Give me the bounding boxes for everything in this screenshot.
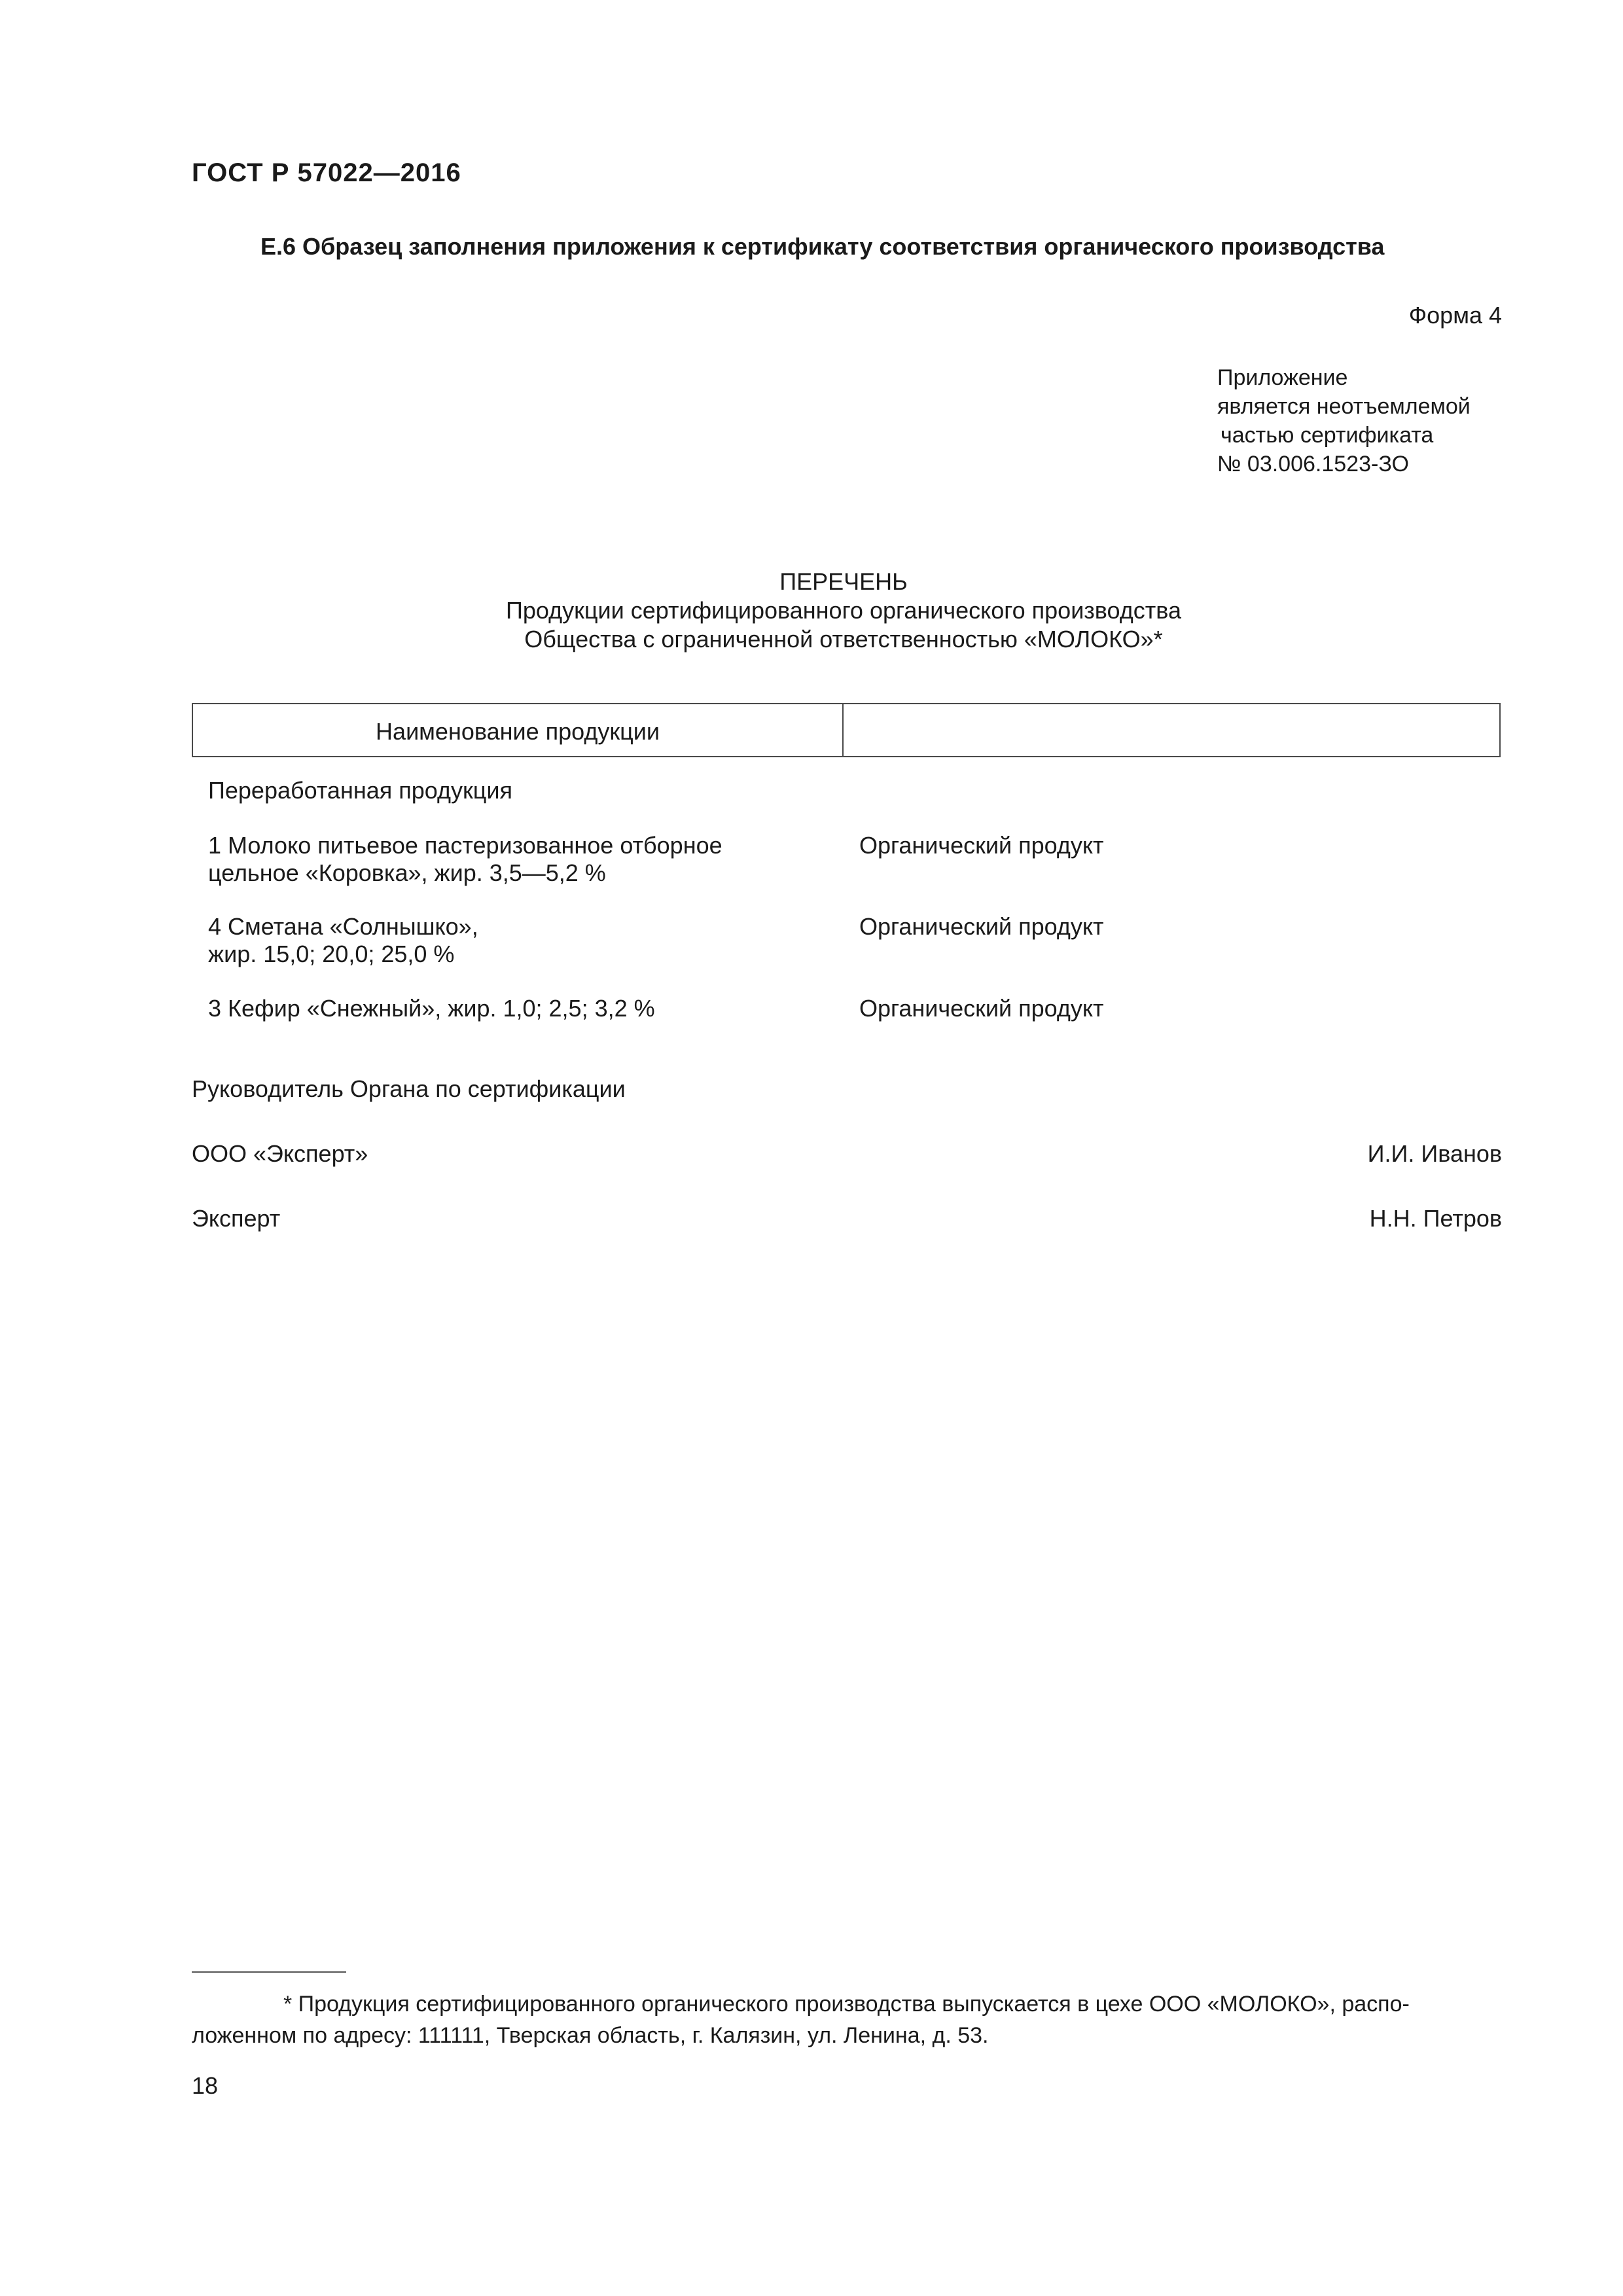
product-name-cont: жир. 15,0; 20,0; 25,0 %	[208, 941, 455, 967]
list-title: ПЕРЕЧЕНЬ	[779, 568, 908, 595]
expert-signature-name: Н.Н. Петров	[1369, 1205, 1502, 1232]
appendix-note	[1217, 363, 1471, 478]
footnote-divider	[192, 1971, 346, 1973]
product-name-cont: цельное «Коровка», жир. 3,5—5,2 %	[208, 859, 606, 886]
expert-label: Эксперт	[192, 1205, 281, 1232]
product-status: Органический продукт	[859, 832, 1104, 859]
product-name: 4 Сметана «Солнышко»,	[208, 913, 478, 940]
head-signature-name: И.И. Иванов	[1367, 1140, 1502, 1167]
org-name: ООО «Эксперт»	[192, 1140, 368, 1167]
page-number: 18	[192, 2072, 219, 2099]
list-company: Общества с ограниченной ответственностью «МОЛОКО»*	[524, 626, 1163, 653]
footnote	[192, 1988, 1501, 2051]
product-name: 1 Молоко питьевое пастеризованное отборное	[208, 832, 722, 859]
footnote-line: * Продукция сертифицированного органического производства выпускается в цехе ООО «МОЛОКО», распо-	[283, 1992, 1410, 2017]
group-label: Переработанная продукция	[208, 777, 512, 804]
appendix-note-line: частью сертификата	[1221, 423, 1434, 448]
product-status: Органический продукт	[859, 913, 1104, 940]
standard-number: ГОСТ Р 57022—2016	[192, 158, 461, 187]
appendix-note-line: № 03.006.1523-ЗО	[1217, 452, 1409, 476]
table-header	[192, 703, 1501, 757]
list-subtitle: Продукции сертифицированного органического производства	[505, 597, 1181, 624]
section-title: Е.6 Образец заполнения приложения к сертификату соответствия органического производства	[260, 233, 1385, 260]
form-label: Форма 4	[1408, 302, 1502, 329]
table-header-product-name: Наименование продукции	[193, 704, 844, 756]
appendix-note-line: Приложение	[1217, 365, 1348, 390]
footnote-line: ложенном по адресу: 111111, Тверская область, г. Калязин, ул. Ленина, д. 53.	[192, 2023, 989, 2048]
product-name: 3 Кефир «Снежный», жир. 1,0; 2,5; 3,2 %	[208, 995, 655, 1022]
head-label: Руководитель Органа по сертификации	[192, 1075, 626, 1102]
product-status: Органический продукт	[859, 995, 1104, 1022]
appendix-note-line: является неотъемлемой	[1217, 394, 1471, 419]
